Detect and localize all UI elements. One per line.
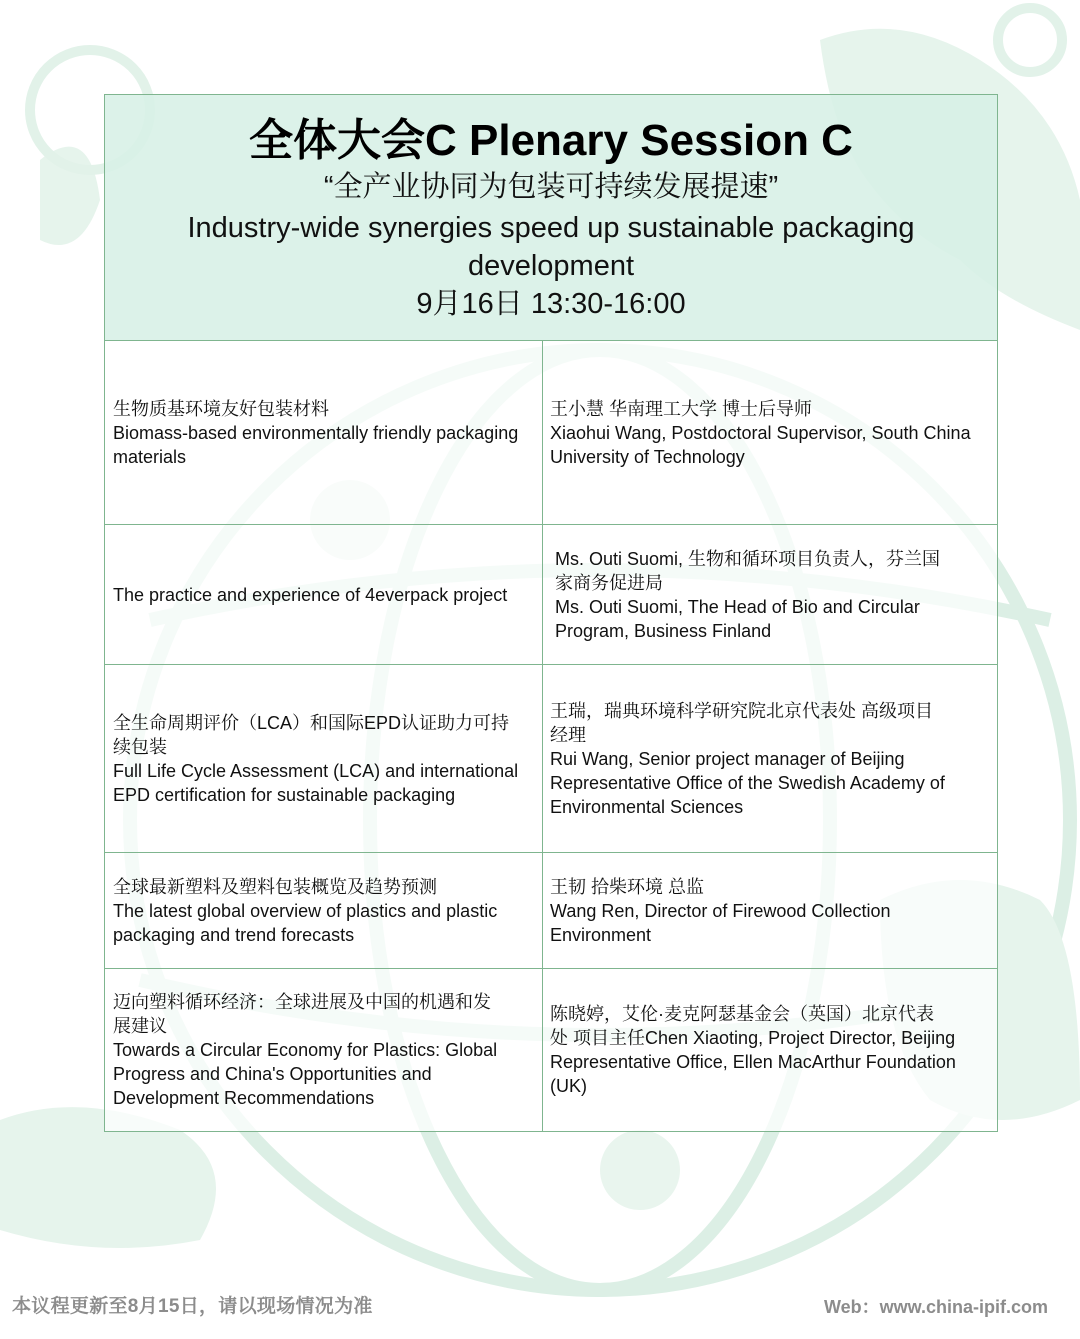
session-header bbox=[105, 95, 997, 341]
speaker-line: Ms. Outi Suomi, 生物和循环项目负责人，芬兰国 bbox=[555, 548, 941, 569]
speaker-line: Environment bbox=[550, 924, 652, 945]
topic-line: Towards a Circular Economy for Plastics: Global bbox=[113, 1040, 498, 1060]
speaker-cell bbox=[543, 853, 997, 968]
topic-line: 生物质基环境友好包装材料 bbox=[113, 398, 329, 419]
topic-line: The practice and experience of 4everpack project bbox=[113, 584, 508, 605]
topic-line: 全生命周期评价（LCA）和国际EPD认证助力可持 bbox=[113, 712, 510, 733]
topic-cell bbox=[105, 665, 543, 852]
topic-line: EPD certification for sustainable packaging bbox=[113, 784, 456, 805]
speaker-line: Rui Wang, Senior project manager of Beijing bbox=[550, 748, 905, 769]
speaker-cell bbox=[543, 525, 997, 664]
session-theme-en: Industry-wide synergies speed up sustainable packaging development bbox=[187, 212, 915, 282]
speaker-line: 王瑞，瑞典环境科学研究院北京代表处 高级项目 bbox=[550, 700, 933, 721]
speaker-line: Representative Office of the Swedish Academy of bbox=[550, 772, 945, 793]
topic-line: Biomass-based environmentally friendly packaging bbox=[113, 422, 519, 443]
speaker-line: University of Technology bbox=[550, 446, 745, 467]
topic-cell bbox=[105, 969, 543, 1131]
session-title: 全体大会C Plenary Session C bbox=[249, 116, 853, 165]
agenda-table bbox=[104, 94, 998, 1132]
speaker-line: (UK) bbox=[550, 1076, 587, 1096]
speaker-line: 王小慧 华南理工大学 博士后导师 bbox=[550, 398, 813, 419]
speaker-line: Representative Office, Ellen MacArthur Foundation bbox=[550, 1052, 956, 1072]
speaker-cell bbox=[543, 665, 997, 852]
topic-line: packaging and trend forecasts bbox=[113, 924, 355, 945]
speaker-line: Environmental Sciences bbox=[550, 796, 744, 817]
agenda-row bbox=[105, 853, 997, 969]
speaker-line: Ms. Outi Suomi, The Head of Bio and Circular bbox=[555, 596, 920, 617]
agenda-update-note: 本议程更新至8月15日，请以现场情况为准 bbox=[12, 1296, 373, 1317]
speaker-line: 处 项目主任Chen Xiaoting, Project Director, Beijing bbox=[550, 1028, 956, 1048]
speaker-line: 经理 bbox=[550, 724, 586, 745]
agenda-row bbox=[105, 665, 997, 853]
topic-line: 迈向塑料循环经济：全球进展及中国的机遇和发 bbox=[113, 992, 491, 1012]
speaker-line: Wang Ren, Director of Firewood Collection bbox=[550, 900, 891, 921]
speaker-line: 王韧 拾柴环境 总监 bbox=[550, 876, 705, 897]
speaker-line: Program, Business Finland bbox=[555, 620, 772, 641]
topic-line: 续包装 bbox=[113, 736, 167, 757]
speaker-line: Xiaohui Wang, Postdoctoral Supervisor, South China bbox=[550, 422, 971, 443]
topic-line: Development Recommendations bbox=[113, 1088, 375, 1108]
speaker-cell bbox=[543, 969, 997, 1131]
agenda-row bbox=[105, 525, 997, 665]
agenda-row bbox=[105, 969, 997, 1131]
topic-line: 展建议 bbox=[113, 1016, 167, 1036]
topic-cell bbox=[105, 853, 543, 968]
session-date-time: 9月16日 13:30-16:00 bbox=[416, 288, 686, 320]
topic-line: materials bbox=[113, 446, 187, 467]
session-theme-cn: “全产业协同为包装可持续发展提速” bbox=[323, 171, 779, 203]
agenda-row bbox=[105, 341, 997, 525]
speaker-line: 陈晓婷，艾伦·麦克阿瑟基金会（英国）北京代表 bbox=[550, 1004, 934, 1024]
website-link[interactable]: Web：www.china-ipif.com bbox=[823, 1297, 1048, 1317]
topic-line: 全球最新塑料及塑料包装概览及趋势预测 bbox=[113, 876, 437, 897]
topic-line: The latest global overview of plastics and plastic bbox=[113, 900, 498, 921]
topic-line: Full Life Cycle Assessment (LCA) and international bbox=[113, 760, 519, 781]
speaker-line: 家商务促进局 bbox=[555, 572, 663, 593]
topic-cell bbox=[105, 341, 543, 524]
speaker-cell bbox=[543, 341, 997, 524]
topic-cell bbox=[105, 525, 543, 664]
topic-line: Progress and China's Opportunities and bbox=[113, 1064, 432, 1084]
